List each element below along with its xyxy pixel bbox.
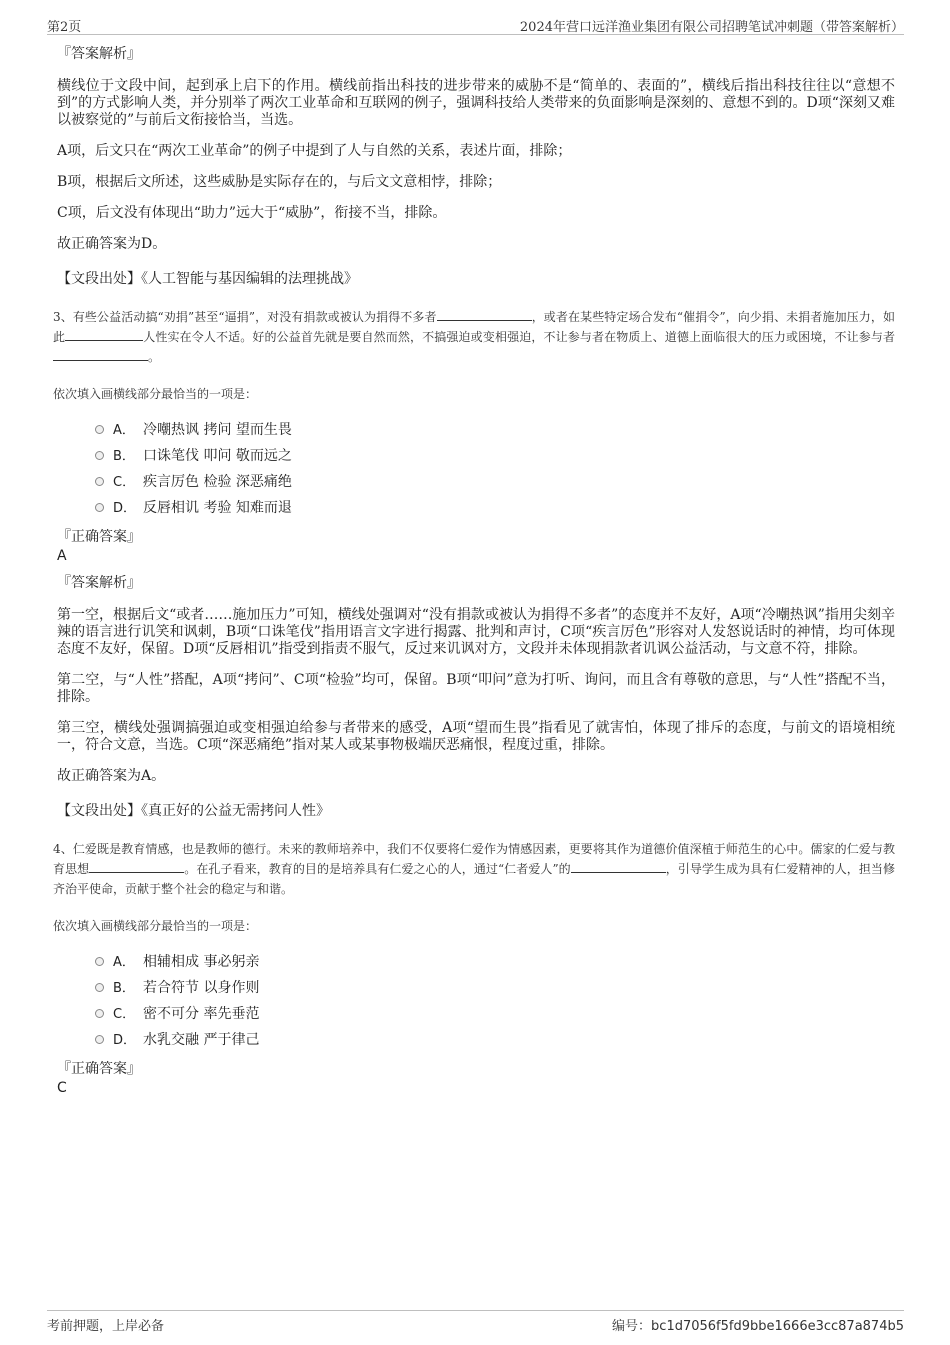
analysis-paragraph: A项，后文只在“两次工业革命”的例子中提到了人与自然的关系，表述片面，排除； (57, 143, 572, 159)
question-3-text: 3、有些公益活动搞“劝捐”甚至“逼捐”，对没有捐款或被认为捐得不多者 ，或者在某些特定场合发布“催捐令”，向少捐、未捐者施加压力，如此 人性实在令人不适。好的公益首先就是要自然而然，不搞强迫或变相强迫，不让参与者在物质上、道德上面临很大的压力或困境，不让参与者。 (53, 310, 895, 364)
option-a[interactable]: A． 冷嘲热讽 拷问 望而生畏 (95, 417, 895, 443)
document-title: 2024年营口远洋渔业集团有限公司招聘笔试冲刺题（带答案解析） (519, 20, 904, 35)
correct-answer-heading: 『正确答案』 (57, 529, 141, 545)
answer-blank (53, 348, 148, 361)
option-a[interactable]: A． 相辅相成 事必躬亲 (95, 949, 895, 975)
option-text: 密不可分 率先垂范 (143, 1006, 260, 1022)
radio-icon[interactable] (95, 983, 104, 992)
option-text: 反唇相讥 考验 知难而退 (143, 500, 292, 516)
radio-icon[interactable] (95, 451, 104, 460)
answer-blank (571, 860, 666, 873)
analysis-conclusion: 故正确答案为A。 (57, 768, 166, 784)
radio-icon[interactable] (95, 503, 104, 512)
option-text: 相辅相成 事必躬亲 (143, 954, 260, 970)
option-text: 若合符节 以身作则 (143, 980, 260, 996)
analysis-paragraph: C项，后文没有体现出“助力”远大于“威胁”，衔接不当，排除。 (57, 205, 447, 221)
radio-icon[interactable] (95, 425, 104, 434)
option-c[interactable]: C． 疾言厉色 检验 深恶痛绝 (95, 469, 895, 495)
answer-blank (437, 308, 532, 321)
analysis-paragraph: 第一空，根据后文“或者……施加压力”可知，横线处强调对“没有捐款或被认为捐得不多者”的态度并不友好，A项“冷嘲热讽”指用尖刻辛辣的语言进行讥笑和讽刺，B项“口诛笔伐”指用语言文字进行揭露、批判和声讨，C项“疾言厉色”形容对人发怒说话时的神情，均可体现态度不友好，保留。D项“反唇相讥”指受到指责不服气，反过来讥讽对方，文段并未体现捐款者讥讽公益活动，与文意不符，排除。 (57, 607, 895, 657)
answer-blank (89, 860, 184, 873)
document-code: 编号：bc1d7056f5fd9bbe1666e3cc87a874b5 (612, 1319, 904, 1334)
correct-answer: A (57, 548, 67, 564)
correct-answer: C (57, 1080, 67, 1096)
analysis-conclusion: 故正确答案为D。 (57, 236, 167, 252)
option-b[interactable]: B． 口诛笔伐 叩问 敬而远之 (95, 443, 895, 469)
option-text: 疾言厉色 检验 深恶痛绝 (143, 474, 292, 490)
passage-source: 【文段出处】《人工智能与基因编辑的法理挑战》 (57, 271, 358, 287)
page-header (47, 14, 904, 35)
passage-source: 【文段出处】《真正好的公益无需拷问人性》 (57, 803, 330, 819)
analysis-heading: 『答案解析』 (57, 575, 141, 591)
page-number: 第2页 (47, 20, 82, 35)
option-d[interactable]: D． 反唇相讥 考验 知难而退 (95, 495, 895, 521)
question-4-options (95, 949, 895, 1053)
option-b[interactable]: B． 若合符节 以身作则 (95, 975, 895, 1001)
question-instruction: 依次填入画横线部分最恰当的一项是： (53, 919, 258, 933)
question-4-text: 4、仁爱既是教育情感，也是教师的德行。未来的教师培养中，我们不仅要将仁爱作为情感因素，更要将其作为道德价值深植于师范生的心中。儒家的仁爱与教育思想 。在孔子看来，教育的目的是培养具有仁爱之心的人，通过“仁者爱人”的 ，引导学生成为具有仁爱精神的人，担当修齐治平使命，贡献于整个社会的稳定与和谐。 (53, 842, 895, 896)
correct-answer-heading: 『正确答案』 (57, 1061, 141, 1077)
question-3-options (95, 417, 895, 521)
option-text: 冷嘲热讽 拷问 望而生畏 (143, 422, 292, 438)
analysis-paragraph: 第三空，横线处强调搞强迫或变相强迫给参与者带来的感受，A项“望而生畏”指看见了就害怕，体现了排斥的态度，与前文的语境相统一，符合文意，当选。C项“深恶痛绝”指对某人或某事物极端厌恶痛恨，程度过重，排除。 (57, 720, 895, 753)
radio-icon[interactable] (95, 1009, 104, 1018)
question-instruction: 依次填入画横线部分最恰当的一项是： (53, 387, 258, 401)
answer-blank (65, 328, 143, 341)
radio-icon[interactable] (95, 957, 104, 966)
radio-icon[interactable] (95, 477, 104, 486)
footer-slogan: 考前押题，上岸必备 (47, 1319, 165, 1334)
page-content (53, 44, 895, 1105)
page-footer (47, 1310, 904, 1333)
analysis-heading: 『答案解析』 (57, 46, 141, 62)
radio-icon[interactable] (95, 1035, 104, 1044)
option-d[interactable]: D． 水乳交融 严于律己 (95, 1027, 895, 1053)
option-text: 口诛笔伐 叩问 敬而远之 (143, 448, 292, 464)
analysis-paragraph: B项，根据后文所述，这些威胁是实际存在的，与后文文意相悖，排除； (57, 174, 502, 190)
analysis-paragraph: 横线位于文段中间，起到承上启下的作用。横线前指出科技的进步带来的威胁不是“简单的、表面的”，横线后指出科技往往以“意想不到”的方式影响人类，并分别举了两次工业革命和互联网的例子，强调科技给人类带来的负面影响是深刻的、意想不到的。D项“深刻又难以被察觉的”与前后文衔接恰当，当选。 (57, 78, 895, 128)
option-c[interactable]: C． 密不可分 率先垂范 (95, 1001, 895, 1027)
analysis-paragraph: 第二空，与“人性”搭配，A项“拷问”、C项“检验”均可，保留。B项“叩问”意为打听、询问，而且含有尊敬的意思，与“人性”搭配不当，排除。 (57, 672, 895, 705)
option-text: 水乳交融 严于律己 (143, 1032, 260, 1048)
